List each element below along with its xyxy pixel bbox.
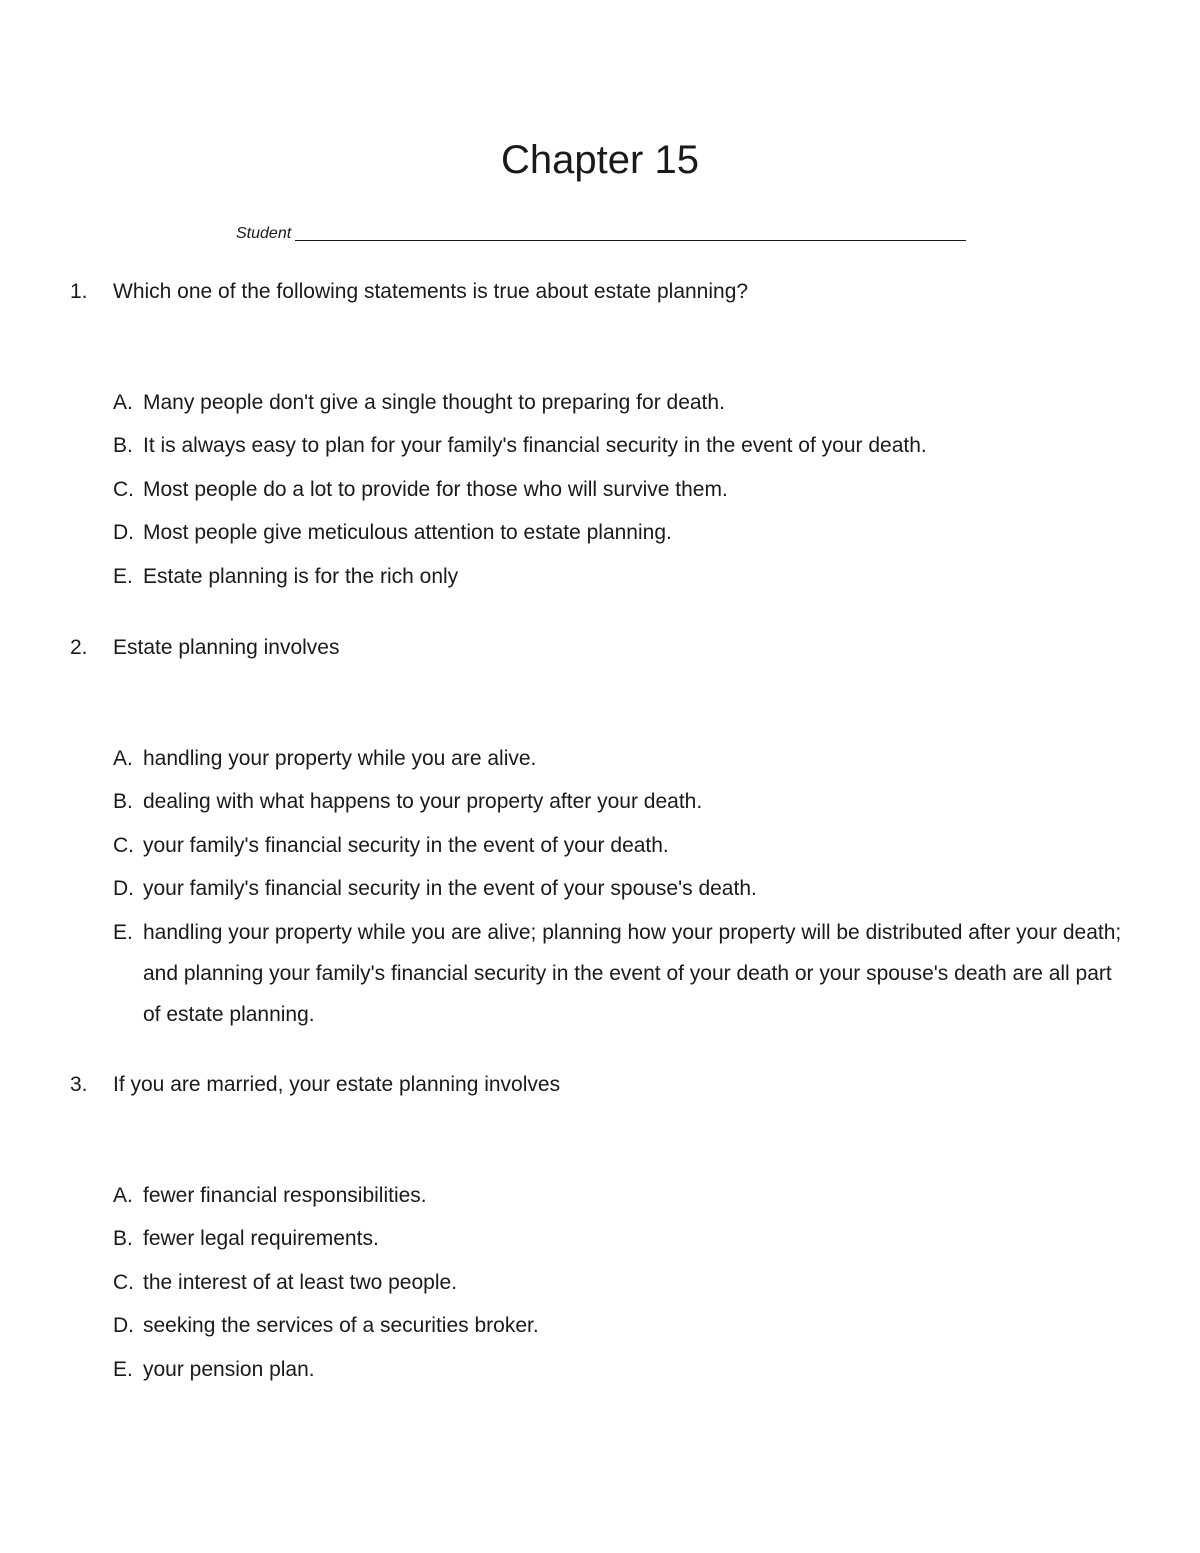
option-letter: D. (113, 521, 134, 544)
question-number: 1. (70, 280, 88, 303)
option-text: your family's financial security in the event of your spouse's death. (143, 877, 757, 900)
question-text: Which one of the following statements is true about estate planning? (113, 280, 749, 303)
option-letter: B. (113, 434, 133, 457)
option-text: It is always easy to plan for your family's financial security in the event of your death. (143, 434, 927, 457)
option-letter: A. (113, 1184, 133, 1207)
option-text: Estate planning is for the rich only (143, 565, 459, 588)
option-text: your pension plan. (143, 1358, 315, 1381)
option-text: fewer legal requirements. (143, 1227, 379, 1250)
question-stem (0, 277, 1200, 307)
option-letter: A. (113, 391, 133, 414)
question-stem (0, 633, 1200, 663)
student-label: Student (236, 225, 292, 242)
question-text: Estate planning involves (113, 636, 340, 659)
option-text: your family's financial security in the event of your death. (143, 834, 669, 857)
option-letter: B. (113, 790, 133, 813)
question-number: 3. (70, 1073, 88, 1096)
option-text: handling your property while you are alive; planning how your property will be distributed after your death; and planning your family's financial security in the event of your death or your spouse's death are all part of estate planning. (143, 921, 1122, 1026)
question-text: If you are married, your estate planning involves (113, 1073, 561, 1096)
option-letter: D. (113, 1314, 134, 1337)
option-text: fewer financial responsibilities. (143, 1184, 427, 1207)
page-title: Chapter 15 (501, 138, 699, 182)
option-letter: C. (113, 478, 134, 501)
option-letter: C. (113, 1271, 134, 1294)
option-letter: C. (113, 834, 134, 857)
option-text: the interest of at least two people. (143, 1271, 458, 1294)
option-text: Most people do a lot to provide for those who will survive them. (143, 478, 728, 501)
option-letter: E. (113, 921, 133, 944)
student-name-field (236, 220, 966, 244)
option-letter: E. (113, 1358, 133, 1381)
option-text: Most people give meticulous attention to estate planning. (143, 521, 672, 544)
student-name-line (295, 222, 966, 241)
option-text: dealing with what happens to your property after your death. (143, 790, 703, 813)
option-letter: B. (113, 1227, 133, 1250)
option-text: handling your property while you are alive. (143, 747, 537, 770)
option-letter: A. (113, 747, 133, 770)
option-text: seeking the services of a securities broker. (143, 1314, 539, 1337)
option-letter: E. (113, 565, 133, 588)
option-text: Many people don't give a single thought to preparing for death. (143, 391, 725, 414)
question-stem (0, 1070, 1200, 1100)
option-letter: D. (113, 877, 134, 900)
question-number: 2. (70, 636, 88, 659)
